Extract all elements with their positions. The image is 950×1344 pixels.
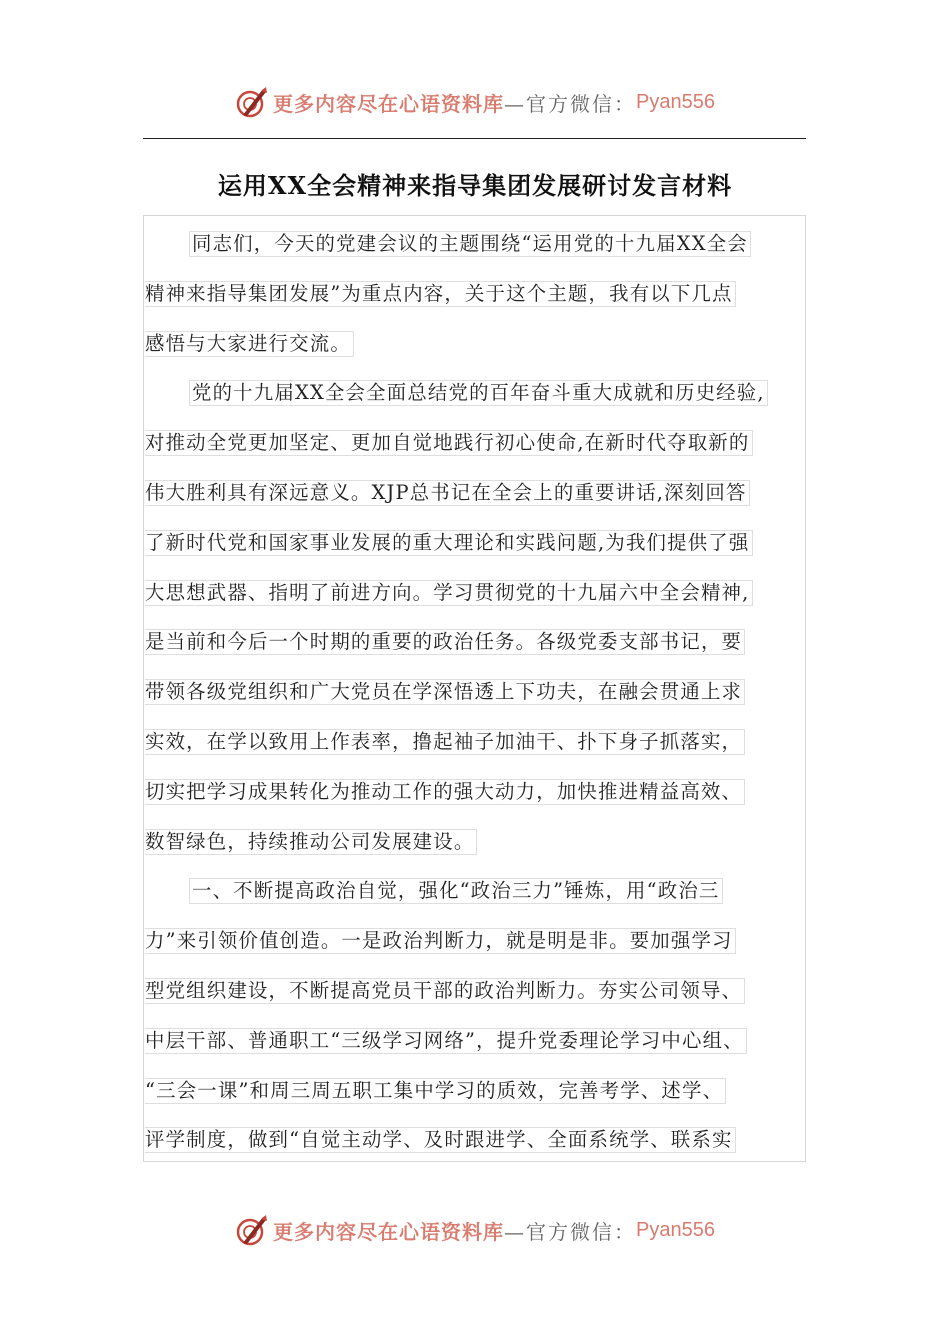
- text-line: [145, 965, 813, 1015]
- text-line-content: 是当前和今后一个时期的重要的政治任务。各级党委支部书记，要: [145, 629, 745, 655]
- text-line-content: 同志们，今天的党建会议的主题围绕“运用党的十九届XX全会: [189, 231, 751, 257]
- text-line: [145, 915, 813, 965]
- text-line-content: “三会一课”和周三周五职工集中学习的质效，完善考学、述学、: [145, 1078, 726, 1104]
- text-line: [145, 268, 813, 318]
- document-body: [145, 218, 813, 1164]
- text-line: [145, 417, 813, 467]
- footer-wechat-id: Pyan556: [636, 1218, 715, 1241]
- text-line-content: 精神来指导集团发展”为重点内容，关于这个主题，我有以下几点: [145, 281, 736, 307]
- text-line-content: 党的十九届XX全会全面总结党的百年奋斗重大成就和历史经验,: [189, 380, 768, 406]
- footer-wechat-label: —官方微信：: [504, 1219, 637, 1244]
- header-banner: [0, 80, 950, 124]
- text-line-content: 带领各级党组织和广大党员在学深悟透上下功夫，在融会贯通上求: [145, 679, 745, 705]
- text-line: [145, 1114, 813, 1164]
- quill-logo-icon: [235, 1213, 269, 1247]
- text-line: [145, 716, 813, 766]
- text-line-content: 型党组织建设，不断提高党员干部的政治判断力。夯实公司领导、: [145, 978, 745, 1004]
- text-line: [145, 218, 813, 268]
- text-line-content: 了新时代党和国家事业发展的重大理论和实践问题,为我们提供了强: [145, 530, 753, 556]
- footer-brand-text: 更多内容尽在心语资料库: [273, 1219, 505, 1244]
- text-line-content: 切实把学习成果转化为推动工作的强大动力，加快推进精益高效、: [145, 779, 745, 805]
- text-line: [145, 467, 813, 517]
- footer-banner: [0, 1208, 950, 1252]
- text-line: [145, 567, 813, 617]
- text-line: [145, 616, 813, 666]
- text-line: [145, 816, 813, 866]
- text-line: [145, 666, 813, 716]
- text-line-content: 实效，在学以致用上作表率，撸起袖子加油干、扑下身子抓落实，: [145, 729, 745, 755]
- text-line: [145, 318, 813, 368]
- text-line: [145, 1065, 813, 1115]
- text-line-content: 对推动全党更加坚定、更加自觉地践行初心使命,在新时代夺取新的: [145, 430, 753, 456]
- quill-logo-icon: [235, 85, 269, 119]
- header-wechat-id: Pyan556: [636, 90, 715, 113]
- text-line-content: 中层干部、普通职工“三级学习网络”，提升党委理论学习中心组、: [145, 1028, 747, 1054]
- text-line-content: 感悟与大家进行交流。: [145, 331, 354, 357]
- text-line-content: 伟大胜利具有深远意义。XJP总书记在全会上的重要讲话,深刻回答: [145, 480, 750, 506]
- text-line: [145, 865, 813, 915]
- text-line-content: 评学制度，做到“自觉主动学、及时跟进学、全面系统学、联系实: [145, 1127, 736, 1153]
- header-wechat-label: —官方微信：: [504, 91, 637, 116]
- text-line-content: 大思想武器、指明了前进方向。学习贯彻党的十九届六中全会精神,: [145, 580, 753, 606]
- document-title: 运用XX全会精神来指导集团发展研讨发言材料: [217, 171, 733, 200]
- header-brand-text: 更多内容尽在心语资料库: [273, 91, 505, 116]
- header-divider: [143, 138, 806, 139]
- text-line: [145, 766, 813, 816]
- text-line: [145, 517, 813, 567]
- text-line-content: 数智绿色，持续推动公司发展建设。: [145, 829, 477, 855]
- text-line-content: 力”来引领价值创造。一是政治判断力，就是明是非。要加强学习: [145, 928, 736, 954]
- text-line-content: 一、不断提高政治自觉，强化“政治三力”锤炼，用“政治三: [189, 878, 723, 904]
- text-line: [145, 367, 813, 417]
- text-line: [145, 1015, 813, 1065]
